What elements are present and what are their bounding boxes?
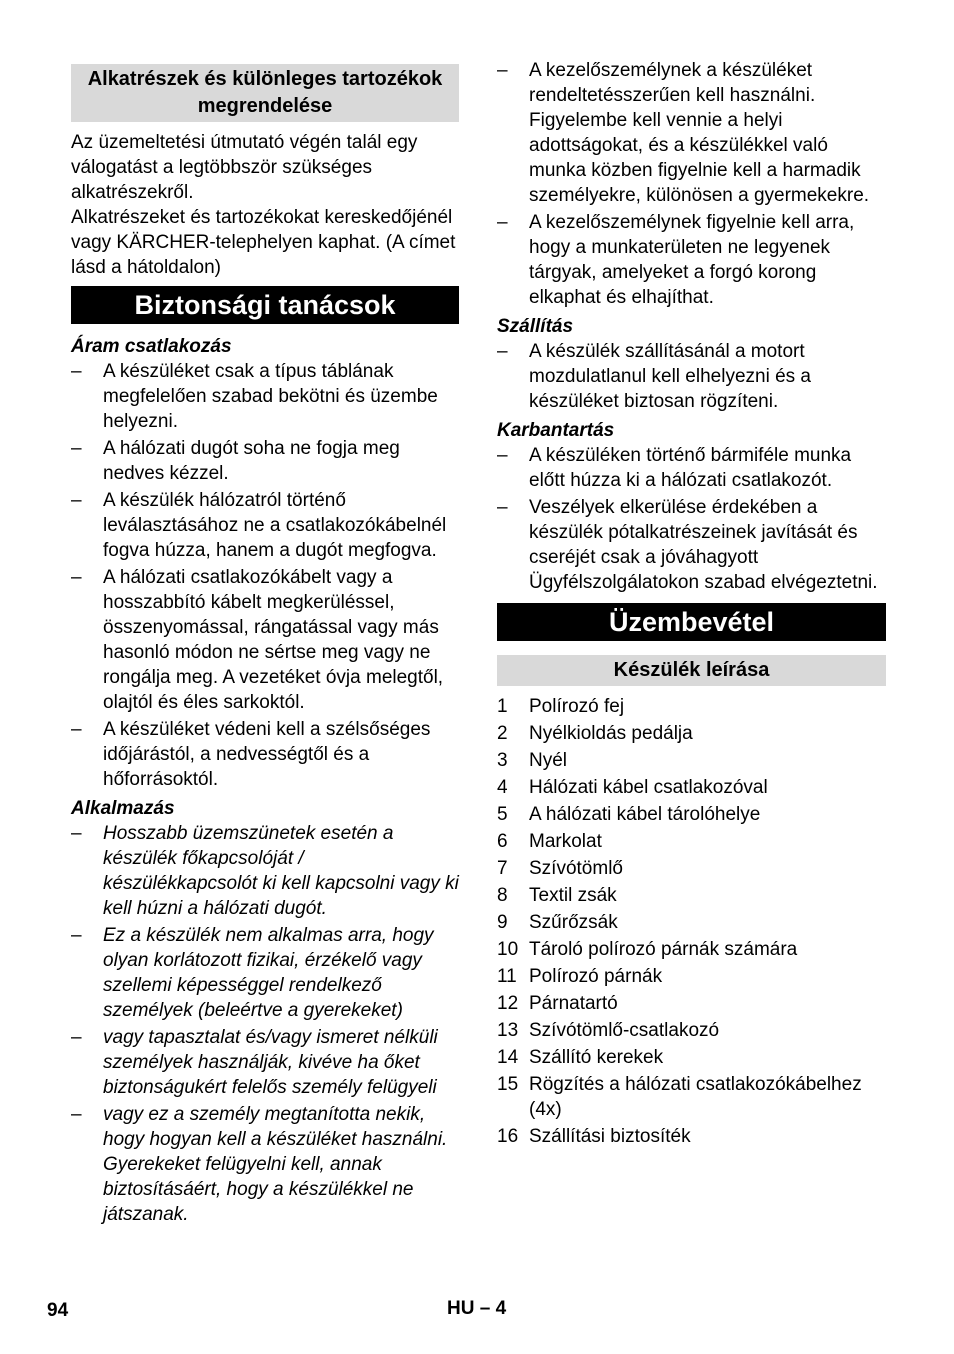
list-item: – Veszélyek elkerülése érdekében a készülék pótalkatrészeinek javítását és cseréjét csak a jóváhagyott Ügyfélszolgálatokon szabad elvégeztetni.: [497, 497, 878, 593]
maintenance-list: [497, 443, 886, 595]
parts-paragraph-2: Alkatrészeket és tartozékokat kereskedőjénél vagy KÄRCHER-telephelyen kaphat. (A címet lásd a hátoldalon): [71, 207, 456, 278]
list-item: 16 Szállítási biztosíték: [497, 1126, 691, 1147]
list-item: – A készülék szállításánál a motort mozdulatlanul kell elhelyezni és a készüléket biztosan rögzíteni.: [497, 341, 811, 412]
operator-list: [497, 58, 886, 310]
parts-list: [497, 694, 886, 1149]
list-item: – A kezelőszemélynek a készüléket rendeltetésszerűen kell használni. Figyelembe kell vennie a helyi adottságokat, és a készülékkel való munka közben figyelnie kell a harmadik személyekre, különösen a gyermekekre.: [497, 60, 870, 206]
list-item: 8 Textil zsák: [497, 885, 617, 906]
list-item: – A készülék hálózatról történő leválasztásához ne a csatlakozókábelnél fogva húzza, hanem a dugót megfogva.: [71, 490, 447, 561]
section-page-label: HU – 4: [447, 1298, 507, 1319]
list-item: 5 A hálózati kábel tárolóhelye: [497, 804, 761, 825]
list-item: – A hálózati dugót soha ne fogja meg nedves kézzel.: [71, 438, 400, 484]
list-item: 13 Szívótömlő-csatlakozó: [497, 1020, 720, 1041]
list-item: – Ez a készülék nem alkalmas arra, hogy olyan korlátozott fizikai, érzékelő vagy szellemi képességgel rendelkező személyek (beleértve a gyerekeket): [71, 925, 434, 1021]
list-item: 1 Polírozó fej: [497, 696, 625, 717]
use-list: [71, 821, 459, 1227]
use-subheading: Alkalmazás: [71, 798, 175, 819]
list-item: 7 Szívótömlő: [497, 858, 623, 879]
startup-heading: Üzembevétel: [497, 603, 886, 641]
list-item: – A kezelőszemélynek figyelnie kell arra, hogy a munkaterületen ne legyenek tárgyak, amelyeket a forgó korong elkaphat és elhajíthat.: [497, 212, 855, 308]
maintenance-subheading: Karbantartás: [497, 420, 615, 441]
transport-list: [497, 339, 886, 414]
page-number: 94: [47, 1300, 69, 1321]
list-item: – A hálózati csatlakozókábelt vagy a hosszabbító kábelt megkerüléssel, összenyomással, rángatással vagy más hasonló módon ne sértse meg vagy ne rongálja meg. A vezetéket óvja melegtől, olajtól és éles sarkoktól.: [71, 567, 444, 713]
list-item: 12 Párnatartó: [497, 993, 618, 1014]
list-item: – A készüléket védeni kell a szélsőséges időjárástól, a nedvességtől és a hőforrásoktól.: [71, 719, 431, 790]
list-item: 9 Szűrőzsák: [497, 912, 618, 933]
left-column: [71, 0, 459, 1229]
parts-paragraph-1: Az üzemeltetési útmutató végén talál egy válogatást a legtöbbször szükséges alkatrészekről.: [71, 132, 418, 203]
list-item: – vagy ez a személy megtanította nekik, hogy hogyan kell a készüléket használni. Gyerekeket felügyelni kell, annak biztosításáért, hogy a készülékkel ne játszanak.: [71, 1104, 448, 1225]
list-item: 10 Tároló polírozó párnák számára: [497, 939, 798, 960]
list-item: – Hosszabb üzemszünetek esetén a készülék főkapcsolóját / készülékkapcsolót ki kell kapcsolni vagy ki kell húzni a hálózati dugót.: [71, 823, 459, 919]
list-item: 3 Nyél: [497, 750, 568, 771]
safety-heading: Biztonsági tanácsok: [71, 286, 459, 324]
list-item: – A készüléken történő bármiféle munka előtt húzza ki a hálózati csatlakozót.: [497, 445, 852, 491]
parts-ordering-heading: Alkatrészek és különleges tartozékok megrendelése: [71, 64, 459, 122]
list-item: – vagy tapasztalat és/vagy ismeret nélküli személyek használják, kivéve ha őket biztonságukért felelős személy felügyeli: [71, 1027, 438, 1098]
list-item: 2 Nyélkioldás pedálja: [497, 723, 693, 744]
list-item: – A készüléket csak a típus táblának megfelelően szabad bekötni és üzembe helyezni.: [71, 361, 438, 432]
right-column: [497, 0, 886, 1151]
transport-subheading: Szállítás: [497, 316, 574, 337]
device-description-heading: Készülék leírása: [497, 655, 886, 686]
list-item: 11 Polírozó párnák: [497, 966, 663, 987]
list-item: 6 Markolat: [497, 831, 602, 852]
power-subheading: Áram csatlakozás: [71, 336, 232, 357]
power-list: [71, 359, 459, 792]
list-item: 15 Rögzítés a hálózati csatlakozókábelhez (4x): [497, 1074, 862, 1120]
list-item: 14 Szállító kerekek: [497, 1047, 664, 1068]
list-item: 4 Hálózati kábel csatlakozóval: [497, 777, 768, 798]
